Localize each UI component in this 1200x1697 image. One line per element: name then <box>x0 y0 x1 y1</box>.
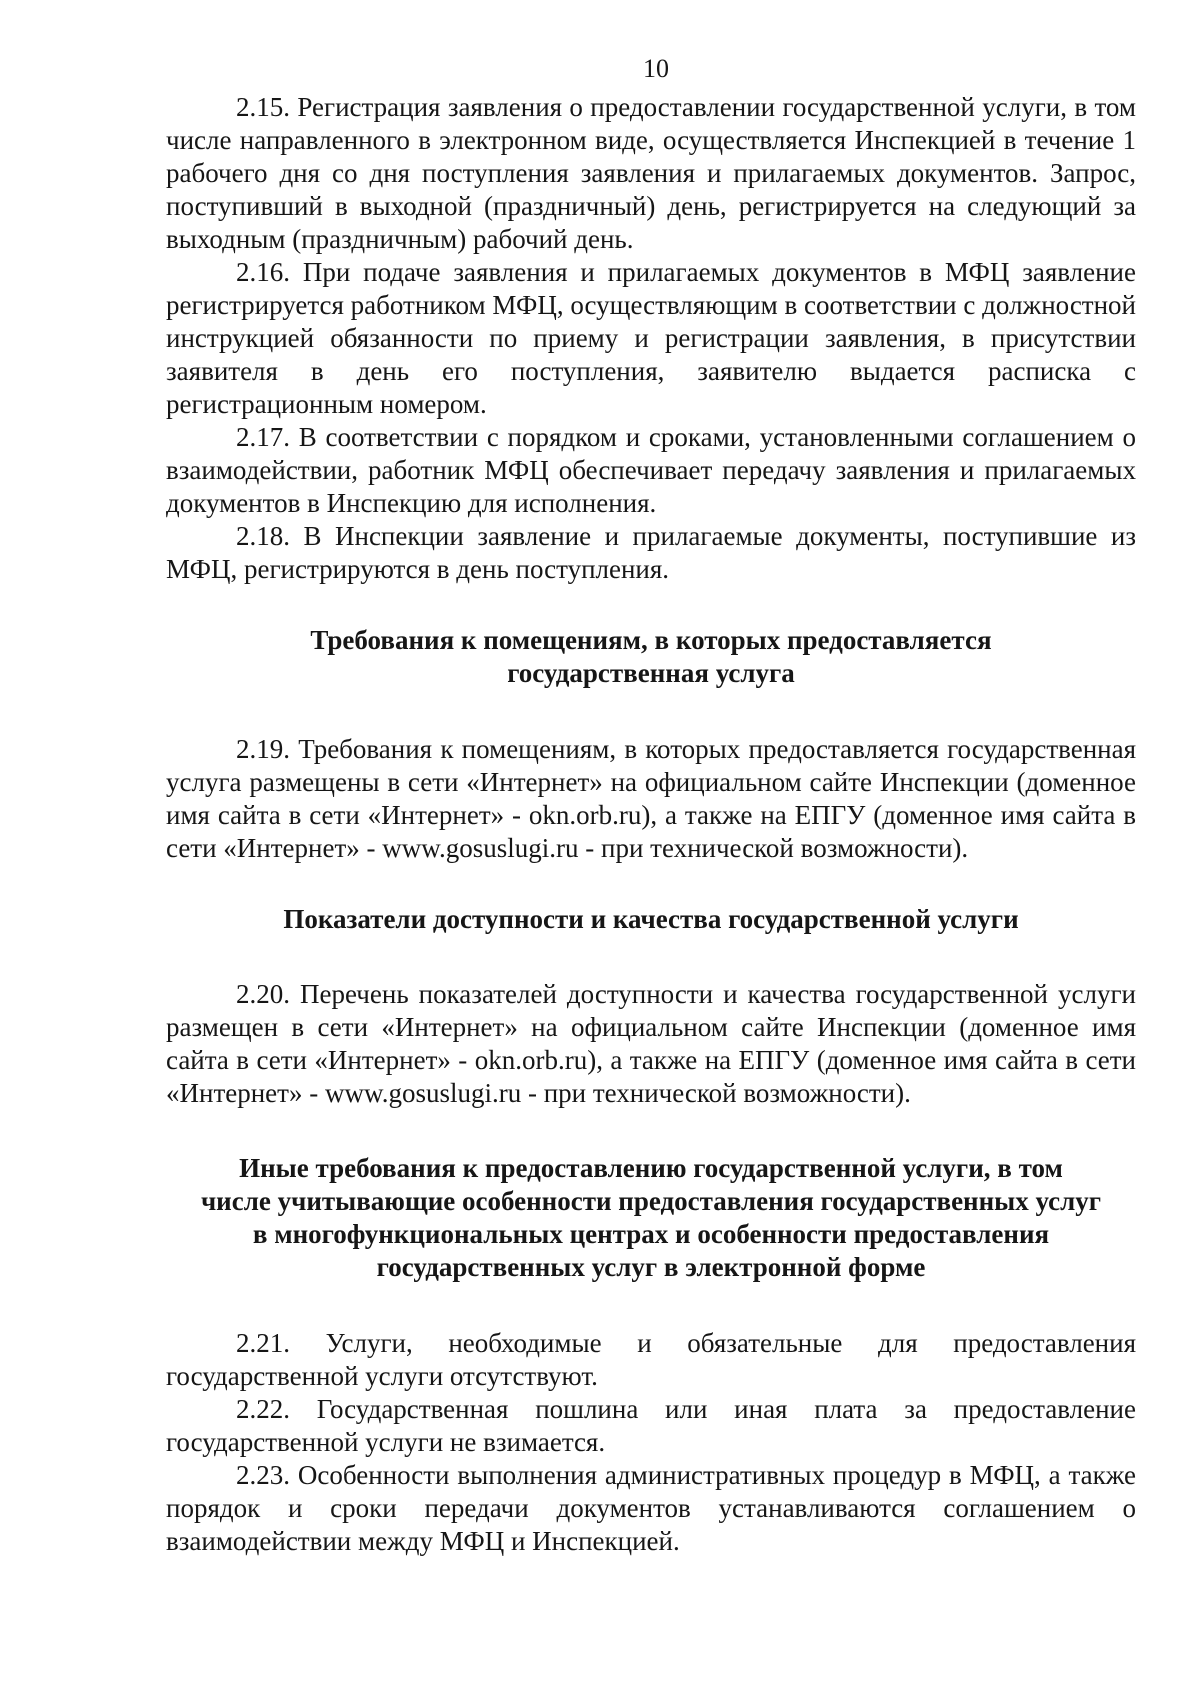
heading-line: государственных услуг в электронной форме <box>376 1252 926 1282</box>
paragraph-2-22: 2.22. Государственная пошлина или иная плата за предоставление государственной услуги не взимается. <box>166 1394 1136 1457</box>
paragraph-2-21: 2.21. Услуги, необходимые и обязательные для предоставления государственной услуги отсутствуют. <box>166 1328 1136 1391</box>
paragraph-2-23: 2.23. Особенности выполнения административных процедур в МФЦ, а также порядок и сроки передачи документов устанавливаются соглашением о взаимодействии между МФЦ и Инспекцией. <box>166 1460 1136 1556</box>
heading-line: в многофункциональных центрах и особенности предоставления <box>252 1219 1050 1249</box>
paragraph-2-18: 2.18. В Инспекции заявление и прилагаемые документы, поступившие из МФЦ, регистрируются в день поступления. <box>166 521 1136 584</box>
heading-line: числе учитывающие особенности предоставления государственных услуг <box>200 1186 1102 1216</box>
page-number: 10 <box>643 54 669 83</box>
heading-line: Иные требования к предоставлению государственной услуги, в том <box>239 1153 1063 1183</box>
section-heading-other-requirements <box>166 1152 1136 1284</box>
paragraph-2-19: 2.19. Требования к помещениям, в которых предоставляется государственная услуга размещены в сети «Интернет» на официальном сайте Инспекции (доменное имя сайта в сети «Интернет» - okn.orb.ru), а также на ЕПГУ (доменное имя сайта в сети «Интернет» - www.gosuslugi.ru - при технической возможности). <box>166 734 1136 863</box>
heading-line: Требования к помещениям, в которых предоставляется <box>310 625 992 655</box>
paragraph-2-20: 2.20. Перечень показателей доступности и качества государственной услуги размещен в сети «Интернет» на официальном сайте Инспекции (доменное имя сайта в сети «Интернет» - okn.orb.ru), а также на ЕПГУ (доменное имя сайта в сети «Интернет» - www.gosuslugi.ru - при технической возможности). <box>166 979 1136 1108</box>
heading-line: государственная услуга <box>507 658 795 688</box>
section-heading-quality: Показатели доступности и качества государственной услуги <box>283 904 1019 934</box>
paragraph-2-17: 2.17. В соответствии с порядком и сроками, установленными соглашением о взаимодействии, работник МФЦ обеспечивает передачу заявления и прилагаемых документов в Инспекцию для исполнения. <box>166 422 1136 518</box>
paragraph-2-15: 2.15. Регистрация заявления о предоставлении государственной услуги, в том числе направленного в электронном виде, осуществляется Инспекцией в течение 1 рабочего дня со дня поступления заявления и прилагаемых документов. Запрос, поступивший в выходной (праздничный) день, регистрируется на следующий за выходным (праздничным) рабочий день. <box>166 92 1136 254</box>
paragraph-2-16: 2.16. При подаче заявления и прилагаемых документов в МФЦ заявление регистрируется работником МФЦ, осуществляющим в соответствии с должностной инструкцией обязанности по приему и регистрации заявления, в присутствии заявителя в день его поступления, заявителю выдается расписка с регистрационным номером. <box>166 257 1136 419</box>
section-heading-premises <box>166 624 1136 690</box>
